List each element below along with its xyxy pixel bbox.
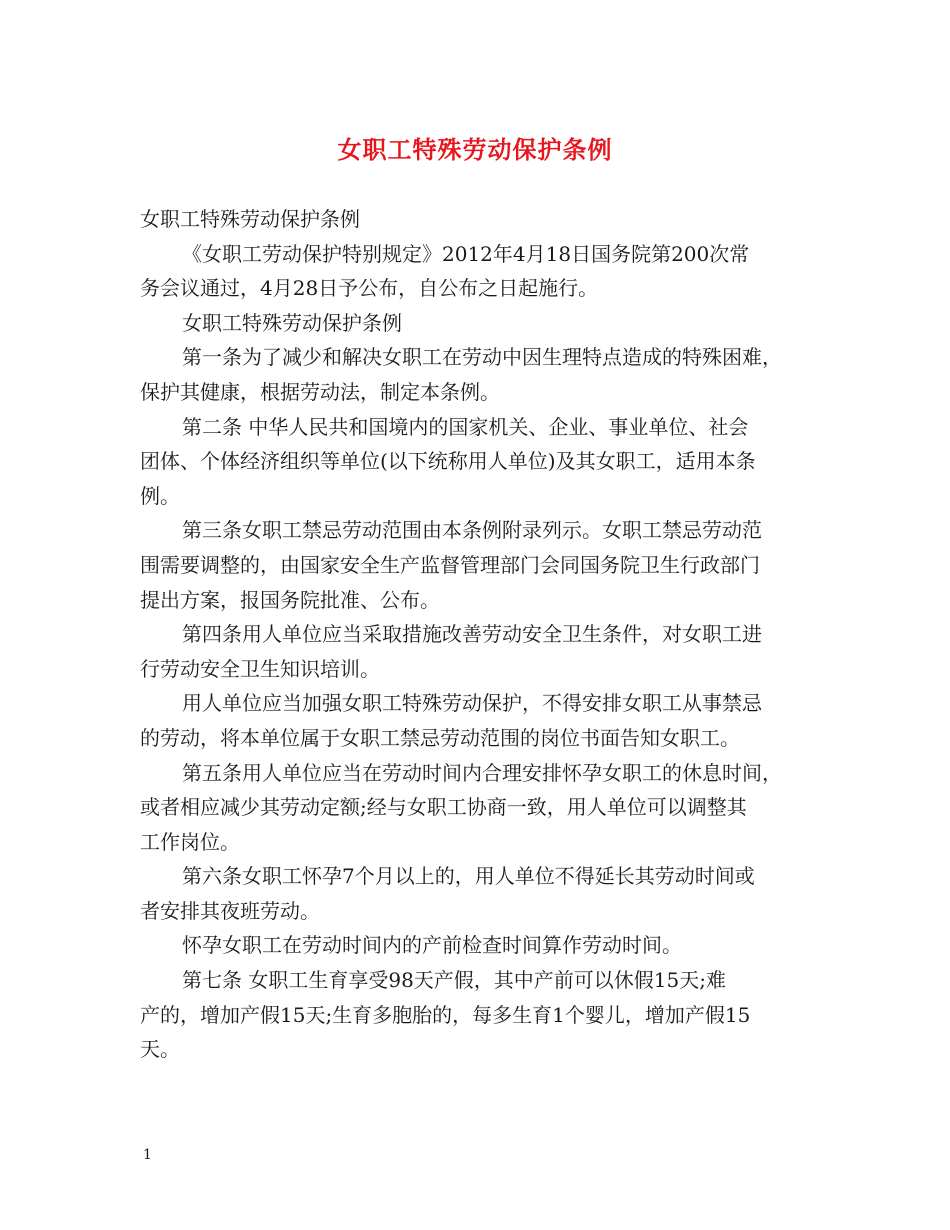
text-line: 例。 <box>140 483 180 508</box>
text-line: 第七条 女职工生育享受98天产假，其中产前可以休假15天;难 <box>182 968 726 993</box>
text-line: 《女职工劳动保护特别规定》2012年4月18日国务院第200次常 <box>182 241 750 266</box>
text-line: 围需要调整的，由国家安全生产监督管理部门会同国务院卫生行政部门 <box>140 552 760 577</box>
text-line: 第三条女职工禁忌劳动范围由本条例附录列示。女职工禁忌劳动范 <box>182 518 762 543</box>
text-line: 产的，增加产假15天;生育多胞胎的，每多生育1个婴儿，增加产假15 <box>140 1002 751 1027</box>
document-body <box>140 202 820 1067</box>
text-line: 者安排其夜班劳动。 <box>140 898 320 923</box>
text-line: 务会议通过，4月28日予公布，自公布之日起施行。 <box>140 276 599 301</box>
text-line: 工作岗位。 <box>140 829 240 854</box>
document-title: 女职工特殊劳动保护条例 <box>337 135 613 164</box>
text-line: 的劳动，将本单位属于女职工禁忌劳动范围的岗位书面告知女职工。 <box>140 725 740 750</box>
page-number: 1 <box>143 1147 152 1163</box>
text-line: 第六条女职工怀孕7个月以上的，用人单位不得延长其劳动时间或 <box>182 864 755 889</box>
text-line: 用人单位应当加强女职工特殊劳动保护，不得安排女职工从事禁忌 <box>182 691 762 716</box>
text-line: 第四条用人单位应当采取措施改善劳动安全卫生条件，对女职工进 <box>182 622 762 647</box>
text-line: 或者相应减少其劳动定额;经与女职工协商一致，用人单位可以调整其 <box>140 795 747 820</box>
text-line: 女职工特殊劳动保护条例 <box>140 207 360 231</box>
text-line: 天。 <box>140 1037 180 1062</box>
text-line: 女职工特殊劳动保护条例 <box>182 310 402 335</box>
text-line: 第五条用人单位应当在劳动时间内合理安排怀孕女职工的休息时间， <box>182 760 782 785</box>
text-line: 保护其健康，根据劳动法，制定本条例。 <box>140 379 500 404</box>
text-line: 第二条 中华人民共和国境内的国家机关、企业、事业单位、社会 <box>182 414 749 439</box>
text-line: 怀孕女职工在劳动时间内的产前检查时间算作劳动时间。 <box>182 933 682 958</box>
text-line: 提出方案，报国务院批准、公布。 <box>140 587 440 612</box>
text-line: 第一条为了减少和解决女职工在劳动中因生理特点造成的特殊困难， <box>182 345 782 370</box>
text-line: 团体、个体经济组织等单位(以下统称用人单位)及其女职工，适用本条 <box>140 449 756 474</box>
text-line: 行劳动安全卫生知识培训。 <box>140 656 380 681</box>
